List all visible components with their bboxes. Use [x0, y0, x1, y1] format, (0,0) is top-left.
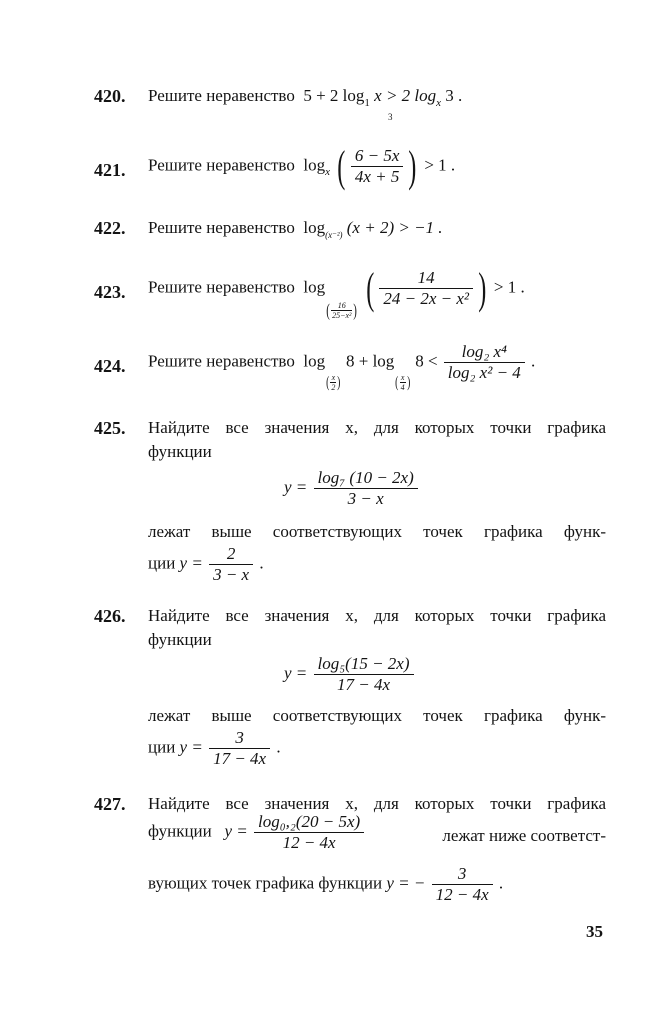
fraction [314, 468, 418, 509]
paren-left: ( [365, 263, 375, 313]
numerator: 3 [457, 864, 467, 883]
formula-display [284, 654, 416, 695]
math-expr-part: 8 < [415, 351, 438, 371]
problem-number: 421. [94, 160, 126, 180]
problem-lead: Решите неравенство [148, 351, 295, 371]
problem-line [148, 544, 264, 585]
fraction [379, 268, 473, 309]
denominator: 24 − 2x − x² [379, 288, 473, 309]
log-base: ( $\frac{16}{\text{25−x²}}$ ) [326, 300, 358, 320]
denominator: 4x + 5 [351, 166, 404, 187]
problem-lead: Решите неравенство [148, 277, 295, 297]
denominator: log₂ x² − 4 [444, 362, 525, 383]
y-equals: y = [179, 737, 203, 757]
problem-text [148, 342, 535, 392]
math-expr-part: x > 2 log [374, 86, 437, 105]
fraction [209, 728, 270, 769]
log-word: log [303, 155, 326, 175]
problem-line [148, 812, 606, 853]
log-argument: (x + 2) > −1 . [346, 218, 443, 237]
base-denominator: 2 [331, 383, 336, 392]
text-fragment: ции [148, 553, 176, 573]
numerator: 14 [417, 268, 435, 287]
fraction [444, 342, 525, 383]
log-base: ( $\frac{x}{2}$ ) [326, 373, 341, 392]
text-fragment: ции [148, 737, 176, 757]
log-base: x [325, 166, 330, 179]
numerator: log₀,₂(20 − 5x) [258, 812, 361, 831]
fraction [351, 146, 404, 187]
text-fragment: лежат ниже соответст- [442, 826, 606, 845]
inequality-tail: > 1 . [424, 155, 456, 175]
base-denominator: 25−x² [332, 311, 352, 320]
base-numerator: 16 [337, 301, 346, 310]
formula-display [284, 468, 420, 509]
math-expr-part: 3 . [445, 86, 463, 105]
problem-number: 426. [94, 606, 126, 626]
problem-number: 420. [94, 86, 126, 106]
fraction [209, 544, 253, 585]
problem-text [148, 218, 443, 238]
numerator: log₅(15 − 2x) [317, 654, 410, 673]
problem-line: Найдите все значения x, для которых точки графика [148, 794, 606, 813]
math-expr-part: 8 + log [345, 351, 395, 371]
problem-number: 423. [94, 282, 126, 302]
y-equals: y = [179, 553, 203, 573]
paren-right: ) [478, 263, 487, 313]
numerator: 2 [226, 544, 236, 563]
problem-line: лежат выше соответствующих точек графика функ- [148, 706, 606, 725]
fraction [314, 654, 414, 695]
log-word: log [303, 351, 326, 371]
log-base: (x⁻²) [325, 230, 343, 240]
sentence-end: . [498, 873, 504, 893]
numerator: log₇ (10 − 2x) [317, 468, 414, 487]
problem-line [148, 728, 281, 769]
denominator: 17 − 4x [209, 748, 270, 769]
y-equals: y = [284, 663, 308, 683]
page-number: 35 [586, 922, 603, 941]
problem-line: функции [148, 442, 212, 461]
problem-line: Найдите все значения x, для которых точки графика [148, 606, 606, 625]
problem-lead: Решите неравенство [148, 218, 295, 237]
problem-text [148, 141, 456, 191]
log-base: 1 [364, 97, 370, 109]
paren-right: ) [408, 141, 417, 191]
y-equals: y = [224, 821, 248, 841]
problem-number: 427. [94, 794, 126, 814]
base-numerator: x [400, 373, 405, 382]
math-expr-part: 5 + 2 log [303, 86, 365, 105]
problem-number: 422. [94, 218, 126, 238]
denominator: 17 − 4x [314, 674, 414, 695]
log-word: log [303, 218, 326, 237]
problem-lead: Решите неравенство [148, 155, 295, 175]
log-base: x [436, 97, 442, 109]
numerator: 3 [235, 728, 244, 747]
log-base: ( $\frac{x}{4}$ ) [395, 373, 410, 392]
problem-number: 425. [94, 418, 126, 438]
problem-line: Найдите все значения x, для которых точки графика [148, 418, 606, 437]
inequality-tail: > 1 . [493, 277, 525, 297]
problem-number: 424. [94, 356, 126, 376]
inequality-tail: . [531, 351, 536, 371]
denominator: 12 − 4x [254, 832, 364, 853]
problem-line [148, 864, 503, 905]
log-base-denominator: 3 [388, 112, 393, 122]
denominator: 12 − 4x [432, 884, 493, 905]
problem-line: лежат выше соответствующих точек графика функ- [148, 522, 606, 541]
y-equals: y = − [386, 873, 426, 893]
text-fragment: вующих точек графика функции [148, 873, 383, 893]
numerator: log₂ x⁴ [461, 342, 507, 361]
problem-text [148, 86, 463, 109]
numerator: 6 − 5x [354, 146, 400, 165]
denominator: 3 − x [209, 564, 253, 585]
problem-line: функции [148, 630, 212, 649]
base-numerator: x [331, 373, 336, 382]
sentence-end: . [276, 737, 281, 757]
sentence-end: . [259, 553, 264, 573]
problem-lead: Решите неравенство [148, 86, 295, 105]
base-denominator: 4 [400, 383, 405, 392]
fraction [254, 812, 364, 853]
fraction [432, 864, 493, 905]
problem-text [148, 263, 525, 321]
y-equals: y = [284, 477, 308, 497]
log-word: log [303, 277, 326, 297]
denominator: 3 − x [314, 488, 418, 509]
paren-left: ( [337, 141, 346, 191]
text-fragment: функции [148, 821, 212, 841]
